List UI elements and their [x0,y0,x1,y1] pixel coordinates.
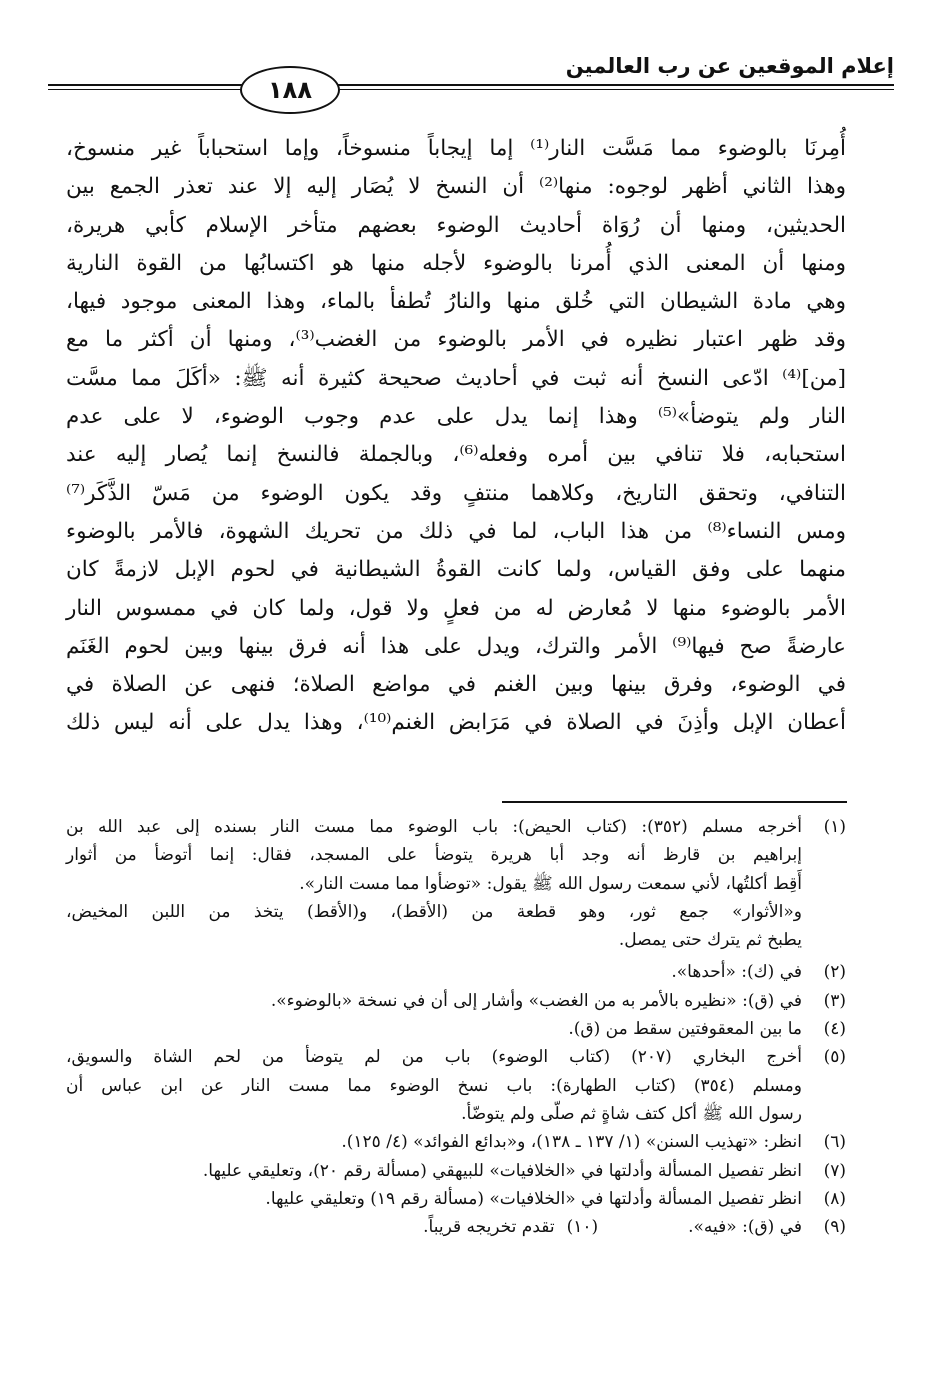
text-line: وقد ظهر اعتبار نظيره في الأمر بالوضوء من الغضب⁽³⁾، ومنها أن أكثر ما مع [66,327,846,353]
text-line: استحبابه، فلا تنافي بين أمره وفعله⁽⁶⁾، وبالجملة فالنسخ إنما يُصار إليه عند [66,442,846,468]
text-line: الحديثين، ومنها أن رُوَاة أحاديث الوضوء بعضهم متأخر الإسلام كأبي هريرة، [66,212,846,238]
text-line: منهما على وفق القياس، ولما كانت القوةُ الشيطانية في لحوم الإبل لازمةً كان [66,557,846,583]
text-line: ومنها أن المعنى الذي أُمرنا بالوضوء لأجله منها هو اكتسابُها من القوة النارية [66,250,846,276]
text-line: التنافي، وتحقق التاريخ، وكلاهما منتفٍ وقد يكون الوضوء من مَسّ الذَّكَر⁽⁷⁾ [66,480,846,506]
text-line: [من]⁽⁴⁾ ادّعى النسخ أنه ثبت في أحاديث صحيحة كثيرة أنه ﷺ: «أكَلَ مما مسَّت [66,365,846,391]
text-line: أعطان الإبل وأذِنَ في الصلاة في مَرَابض الغنم⁽¹⁰⁾، وهذا يدل على أنه ليس ذلك [66,710,846,736]
footnote-9-text: في (ق): «فيه». [688,1217,802,1238]
footnote-line: ومسلم (٣٥٤) (كتاب الطهارة): باب نسخ الوضوء مما مست النار عن ابن عباس أن [66,1075,802,1096]
footnote-number: (٢) [823,962,846,983]
footnote-line: أخرج البخاري (٢٠٧) (كتاب الوضوء) باب من لم يتوضأ من لحم الشاة والسويق، [66,1047,802,1068]
text-line: ومس النساء⁽⁸⁾ من هذا الباب، لما في ذلك من تحريك الشهوة، فالأمر بالوضوء [66,518,846,544]
footnote-line: أَقِط أكلتُها، لأني سمعت رسول الله ﷺ يقول: «توضأوا مما مست النار». [299,873,802,894]
footnote-5 [66,1043,846,1128]
footnote-1-continuation [66,898,846,955]
footnote-line: انظر تفصيل المسألة وأدلتها في «الخلافيات» (مسألة رقم ١٩) وتعليقي عليها. [265,1188,802,1209]
footnote-2 [66,958,846,986]
footnote-10-text: تقدم تخريجه قريباً. [423,1217,555,1238]
text-line: وهذا الثاني أظهر لوجوه: منها⁽²⁾ أن النسخ لا يُصَار إليه إلا عند تعذر الجمع بين [66,174,847,200]
main-text [66,130,846,743]
text-line: أُمِرنَا بالوضوء مما مَسَّت النار⁽¹⁾ إما إيجاباً منسوخاً، وإما استحباباً غير منسوخ، [66,136,846,161]
page-number: ١٨٨ [240,66,340,114]
footnote-number: (٤) [823,1019,846,1040]
book-title: إعلام الموقعين عن رب العالمين [565,54,894,78]
footnote-line: في (ق): «نظيره بالأمر به من الغضب» وأشار إلى أن في نسخة «بالوضوء». [270,990,802,1011]
text-line: وهي مادة الشيطان التي خُلق منها والنارُ تُطفأ بالماء، وهذا المعنى موجود فيها، [66,289,846,315]
footnote-separator [502,801,847,803]
footnote-number: (١٠) [566,1217,599,1238]
footnote-8 [66,1185,846,1213]
footnote-6 [66,1128,846,1156]
footnote-number: (٣) [823,990,846,1011]
footnote-1 [66,813,846,898]
footnote-number: (٨) [823,1188,846,1209]
footnote-number: (٦) [823,1132,846,1153]
text-line: في الوضوء، وفرق بينها وبين الغنم في مواضع الصلاة؛ فنهى عن الصلاة في [66,672,846,698]
footnote-line: و«الأثوار» جمع ثور، وهو قطعة من (الأقط)، و(الأقط) يتخذ من اللبن المخيض، [66,901,802,922]
footnote-number: (١) [823,817,846,837]
footnote-number: (٩) [823,1217,846,1238]
footnote-3 [66,987,846,1015]
footnote-line: أخرجه مسلم (٣٥٢): (كتاب الحيض): باب الوضوء مما مست النار بسنده إلى عبد الله بن [66,817,802,837]
running-header [48,40,894,104]
footnote-4 [66,1015,846,1043]
footnote-7 [66,1157,846,1185]
header-rule [48,84,894,86]
footnote-line: رسول الله ﷺ أكل كتف شاةٍ ثم صلّى ولم يتوضّأ. [461,1103,802,1124]
footnote-line: انظر: «تهذيب السنن» (١/ ١٣٧ ـ ١٣٨)، و«بدائع الفوائد» (٤/ ١٢٥). [341,1132,802,1153]
footnotes [66,813,846,1241]
footnote-number: (٧) [823,1160,846,1181]
footnote-line: في (ك): «أحدها». [671,962,802,983]
footnote-line: إبراهيم بن قارظ أنه وجد أبا هريرة يتوضأ على المسجد، فقال: إنما أتوضأ من أثوار [66,845,802,866]
header-rule-thin [48,89,894,90]
footnote-line: انظر تفصيل المسألة وأدلتها في «الخلافيات» للبيهقي (مسألة رقم ٢٠)، وتعليقي عليها. [202,1160,802,1181]
text-line: عارضةً صح فيها⁽⁹⁾ الأمر والترك، ويدل على هذا أنه فرق بينها وبين لحوم الغَنَم [66,633,846,659]
footnote-number: (٥) [823,1047,846,1068]
footnote-10 [423,1213,598,1241]
footnote-line: يطبخ ثم يترك حتى يمصل. [618,930,802,951]
footnotes-9-10 [66,1213,846,1241]
text-line: الأمر بالوضوء منها لا مُعارض له من فعلٍ ولا قول، ولما كان في ممسوس النار [66,595,846,621]
text-line: النار ولم يتوضأ»⁽⁵⁾ وهذا إنما يدل على عدم وجوب الوضوء، لا على عدم [66,404,846,430]
footnote-line: ما بين المعقوفتين سقط من (ق). [568,1019,802,1040]
